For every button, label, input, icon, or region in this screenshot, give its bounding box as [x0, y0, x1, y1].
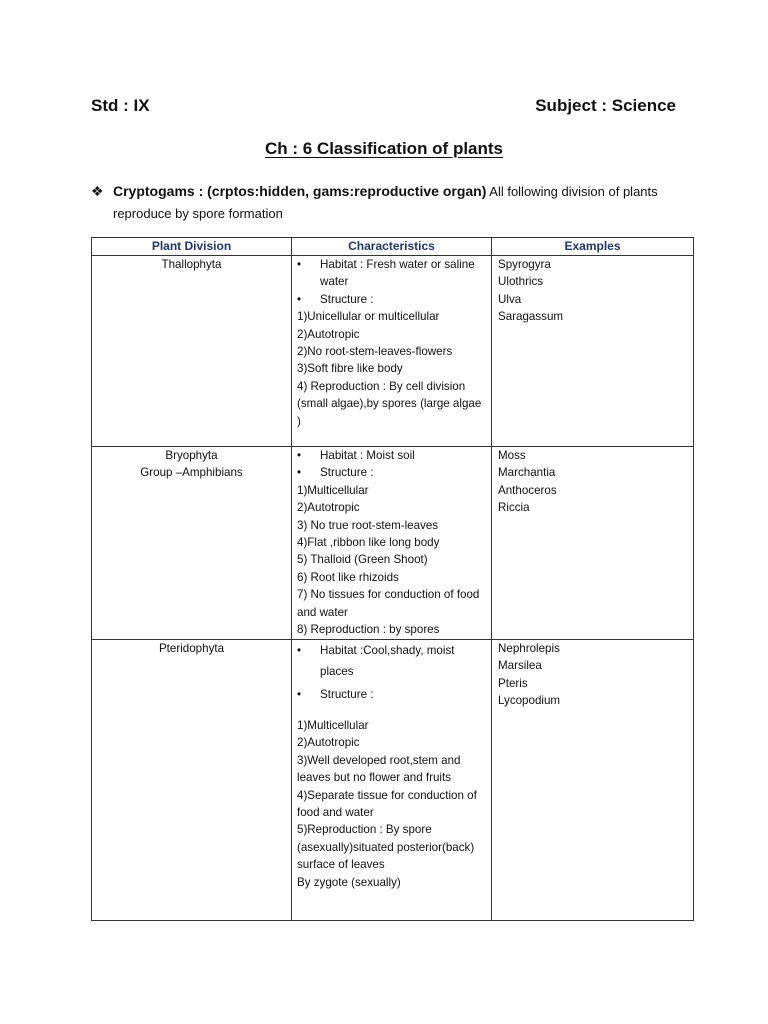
characteristic-point: 3)Soft fibre like body: [297, 362, 403, 376]
characteristic-point: 1)Multicellular: [297, 483, 369, 497]
bullet-icon: •: [297, 258, 302, 271]
division-name: Pteridophyta: [158, 642, 225, 655]
bullet-icon: •: [297, 449, 302, 462]
characteristic-point: 8) Reproduction : by spores: [297, 623, 440, 637]
characteristic-point: 2)No root-stem-leaves-flowers: [297, 345, 453, 359]
characteristic-point: 7) No tissues for conduction of food and water: [297, 588, 480, 619]
structure-text: Structure :: [320, 466, 374, 480]
bullet-icon: •: [297, 292, 302, 306]
structure-item: [297, 464, 487, 481]
characteristic-point: 1)Unicellular or multicellular: [297, 310, 440, 324]
diamond-bullet-icon: ❖: [91, 183, 104, 199]
habitat-item: [297, 256, 487, 291]
example-item: Marsilea: [498, 659, 542, 673]
example-item: Marchantia: [498, 466, 556, 480]
bullet-icon: •: [297, 466, 302, 480]
habitat-text: Habitat : Fresh water or saline water: [320, 258, 475, 289]
characteristic-point: 5) Thalloid (Green Shoot): [297, 553, 428, 567]
structure-item: [297, 684, 487, 705]
table-header-row: [92, 238, 694, 256]
characteristic-point: 4) Reproduction : By cell division (small algae),by spores (large algae ): [297, 379, 482, 428]
intro-heading: Cryptogams : (crptos:hidden, gams:reproductive organ): [113, 183, 487, 199]
characteristic-point: 4)Flat ,ribbon like long body: [297, 536, 440, 550]
example-item: Pteris: [498, 676, 528, 690]
habitat-text: Habitat :Cool,shady, moist places: [320, 644, 455, 678]
example-item: Spyrogyra: [498, 258, 551, 271]
characteristic-point: 2)Autotropic: [297, 736, 360, 750]
example-item: Moss: [498, 449, 526, 462]
division-cell: [92, 256, 292, 447]
characteristic-point: 5)Reproduction : By spore (asexually)situated posterior(back) surface of leaves: [297, 823, 475, 872]
habitat-text: Habitat : Moist soil: [320, 449, 415, 462]
characteristic-point: 6) Root like rhizoids: [297, 570, 399, 584]
structure-item: [297, 291, 487, 308]
example-item: Ulothrics: [498, 275, 544, 289]
characteristic-point: 1)Multicellular: [297, 719, 369, 732]
characteristic-point: By zygote (sexually): [297, 875, 401, 889]
chapter-title-text: Ch : 6 Classification of plants: [264, 139, 504, 158]
structure-text: Structure :: [320, 292, 374, 306]
std-label: Std : IX: [91, 96, 150, 115]
bullet-icon: •: [297, 644, 302, 657]
characteristic-point: 3)Well developed root,stem and leaves but no flower and fruits: [297, 753, 461, 785]
example-item: Lycopodium: [498, 694, 561, 708]
division-name: Bryophyta: [165, 449, 218, 462]
spacer: [297, 705, 487, 717]
characteristics-cell: [292, 640, 492, 921]
habitat-item: [297, 447, 487, 464]
characteristic-point: 4)Separate tissue for conduction of food and water: [297, 788, 477, 820]
examples-cell: [492, 447, 694, 640]
habitat-item: [297, 640, 487, 682]
structure-text: Structure :: [320, 688, 374, 701]
intro-description: All following division of plants reproduce by spore formation: [113, 184, 658, 221]
table-row-thallophyta: [92, 256, 694, 447]
examples-cell: [492, 256, 694, 447]
header-characteristics: Characteristics: [292, 238, 492, 256]
header-examples: Examples: [492, 238, 694, 256]
example-item: Anthoceros: [498, 483, 557, 497]
example-item: Riccia: [498, 501, 530, 515]
characteristics-cell: [292, 256, 492, 447]
characteristic-point: 3) No true root-stem-leaves: [297, 518, 439, 532]
characteristics-cell: [292, 447, 492, 640]
characteristic-point: 2)Autotropic: [297, 327, 360, 341]
header-plant-division: Plant Division: [92, 238, 292, 256]
subject-label: Subject : Science: [535, 96, 676, 115]
example-item: Saragassum: [498, 310, 564, 324]
table-row-bryophyta: [92, 447, 694, 640]
bullet-icon: •: [297, 688, 302, 701]
division-cell: [92, 640, 292, 921]
division-group: Group –Amphibians: [140, 466, 243, 480]
examples-cell: [492, 640, 694, 921]
chapter-title: [0, 139, 768, 159]
characteristic-point: 2)Autotropic: [297, 501, 360, 515]
division-name: Thallophyta: [161, 258, 222, 271]
table-row-pteridophyta: [92, 640, 694, 921]
example-item: Ulva: [498, 292, 522, 306]
intro-paragraph: [91, 180, 681, 225]
plant-division-table: [91, 237, 694, 921]
intro-text: [113, 180, 681, 225]
division-cell: [92, 447, 292, 640]
example-item: Nephrolepis: [498, 642, 560, 655]
